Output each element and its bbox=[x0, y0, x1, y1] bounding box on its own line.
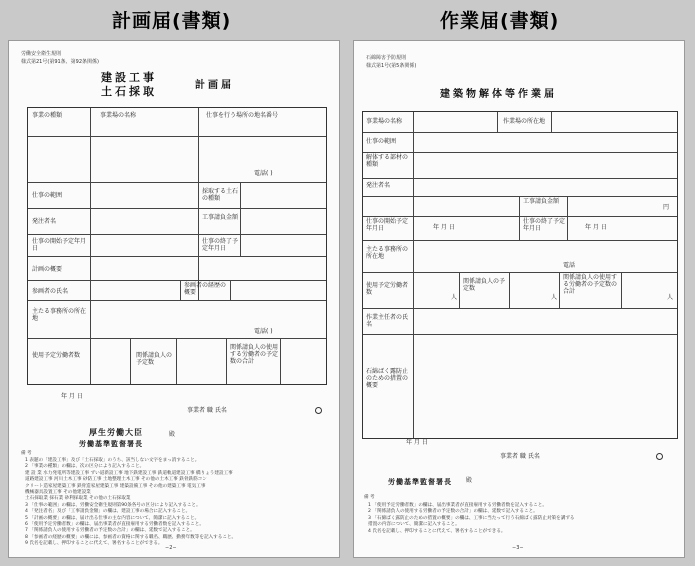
note-line: 6 「使用予定労働者数」の欄は、届出事業者が直接雇用する労働者数を記入すること。 bbox=[25, 522, 204, 528]
cell-main-office-phone: 電話( ) bbox=[254, 328, 273, 335]
cell-collected-soil: 採取する土石の種類 bbox=[202, 188, 239, 202]
cell-end-date: 仕事の終了予定年月日 bbox=[523, 218, 566, 232]
note-line: 1 表題の「建設工事」及び「土石採取」のうち、該当しない文字をまっ消すること。 bbox=[25, 458, 200, 463]
plan-form-heading: 計画届(書類) bbox=[112, 10, 232, 32]
work-form-notes-head: 備 考 bbox=[364, 495, 375, 500]
note-line: 7 「関係請負人の使用する労働者の予定数の合計」の欄は、延数で記入すること。 bbox=[25, 528, 195, 534]
work-form-date-line: 年 月 日 bbox=[406, 439, 428, 446]
plan-form-addressee-suffix: 殿 bbox=[169, 431, 176, 438]
cell-participant: 参画者の氏名 bbox=[32, 288, 69, 295]
cell-phone: 電話( ) bbox=[254, 170, 273, 177]
cell-client-name: 発注者名 bbox=[366, 182, 391, 189]
work-form-addressee: 労働基準監督署長 bbox=[388, 478, 452, 486]
note-line: 道路建設工事 河川土木工事 砂防工事 土地整理土木工事 その他の土木工事 鉄骨鉄筋コン bbox=[25, 477, 207, 483]
cell-end-date-blank: 年 月 日 bbox=[585, 224, 607, 231]
cell-site-name: 事業場の名称 bbox=[100, 112, 137, 119]
work-form-title: 建築物解体等作業届 bbox=[440, 89, 557, 100]
cell-subcontract-workers: 関係請負人の使用する労働者の予定数の合計 bbox=[230, 344, 279, 365]
plan-form-title-line1: 建設工事 bbox=[101, 71, 157, 84]
cell-phone: 電話 bbox=[563, 262, 576, 269]
work-form-signer: 事業者 職 氏名 bbox=[500, 453, 540, 460]
note-line: 9 氏名を記載し、押印することに代えて、署名することができる。 bbox=[25, 541, 163, 547]
plan-form-title-line2: 土石採取 bbox=[101, 85, 157, 98]
note-line: 4 氏名を記載し、押印することに代えて、署名することができる。 bbox=[368, 528, 506, 534]
note-line: 機械器具設置工事 その他建設業 bbox=[25, 490, 91, 496]
cell-site-name: 事業場の名称 bbox=[366, 118, 403, 125]
note-line: 4 「発注者名」及び「工事請負金額」の欄は、建設工事の場合に記入すること。 bbox=[25, 509, 191, 515]
plan-form-law: 労働安全衛生規則 bbox=[21, 51, 62, 57]
work-form-table bbox=[362, 111, 678, 439]
cell-start-date: 仕事の開始予定年月日 bbox=[32, 238, 87, 252]
plan-form-notes bbox=[25, 458, 236, 548]
cell-work-location: 仕事を行う場所の地名番号 bbox=[206, 112, 279, 119]
cell-asbestos-measures: 石綿ばく露防止のための措置の概要 bbox=[366, 368, 409, 389]
cell-business-type: 事業の種類 bbox=[32, 112, 63, 119]
cell-contract-amount: 工事請負金額 bbox=[202, 214, 239, 221]
cell-yen: 円 bbox=[663, 204, 670, 211]
work-form-heading: 作業届(書類) bbox=[440, 10, 560, 32]
cell-main-office: 主たる事務所の所在地 bbox=[32, 308, 87, 322]
cell-start-date-blank: 年 月 日 bbox=[433, 224, 455, 231]
work-form-addressee-suffix: 殿 bbox=[466, 477, 473, 484]
work-form-sheet bbox=[353, 40, 685, 558]
note-line: 5 「計画の概要」の欄は、届け出る仕事の主な内容について、簡潔に記入すること。 bbox=[25, 515, 200, 521]
plan-form-addressee1: 厚生労働大臣 bbox=[89, 428, 143, 437]
plan-form-table bbox=[27, 107, 327, 385]
cell-subcontractors: 関係請負人の予定数 bbox=[136, 352, 173, 366]
note-line: 8 「参画者の経歴の概要」の欄には、参画者の資格に関する職名、職歴、勤務年数等を記入すること。 bbox=[25, 534, 237, 540]
seal-mark-icon bbox=[315, 407, 322, 414]
cell-main-office: 主たる事務所の所在地 bbox=[366, 246, 409, 260]
note-line: 措置の内容について、簡潔に記入すること。 bbox=[368, 522, 460, 528]
cell-participant-career: 参画者の経歴の概要 bbox=[184, 282, 227, 296]
plan-form-page-number: −2− bbox=[165, 545, 177, 551]
cell-supervisor: 作業主任者の氏名 bbox=[366, 314, 409, 328]
cell-subcontractors-unit: 人 bbox=[551, 294, 558, 301]
note-line: 3 「石綿ばく露防止のための措置の概要」の欄は、工事に当たって行う石綿ばく露防止対策を講ずる bbox=[368, 515, 575, 521]
cell-work-scope: 仕事の範囲 bbox=[32, 192, 63, 199]
note-line: 2 「事業の種類」の欄は、次の区分により記入すること。 bbox=[25, 464, 145, 470]
cell-subcontract-workers-unit: 人 bbox=[667, 294, 674, 301]
cell-workers-unit: 人 bbox=[451, 294, 458, 301]
note-line: 1 「使用予定労働者数」の欄は、届出事業者が直接雇用する労働者数を記入すること。 bbox=[368, 503, 547, 508]
cell-start-date: 仕事の開始予定年月日 bbox=[366, 218, 409, 232]
cell-contract-amount: 工事請負金額 bbox=[523, 198, 560, 205]
cell-end-date: 仕事の終了予定年月日 bbox=[202, 238, 239, 252]
cell-client-name: 発注者名 bbox=[32, 218, 57, 225]
note-line: 3 「仕事の範囲」の欄は、労働安全衛生規則第90条各号の区分により記入すること。 bbox=[25, 502, 201, 508]
plan-form-number: 様式第21号(第91条、第92条関係) bbox=[21, 59, 99, 65]
seal-mark-icon bbox=[656, 453, 663, 460]
note-line: 建 設 業 水力発電所等建設工事 ずい道新設工事 地下鉄建設工事 鉄道軌道建設工事 橋りょう建設工事 bbox=[25, 470, 233, 476]
plan-form-title-suffix: 計画届 bbox=[195, 80, 234, 91]
note-line: 土石採取業 採石業 砂利採取業 その他の土石採取業 bbox=[25, 496, 131, 502]
work-form-page-number: −3− bbox=[512, 545, 524, 551]
cell-work-scope: 仕事の範囲 bbox=[366, 138, 397, 145]
cell-site-location: 作業場の所在地 bbox=[503, 118, 546, 125]
cell-plan-summary: 計画の概要 bbox=[32, 266, 63, 273]
plan-form-signer: 事業者 職 氏名 bbox=[187, 407, 227, 414]
work-form-number: 様式第1号(第5条関係) bbox=[366, 63, 417, 69]
plan-form-sheet bbox=[8, 40, 340, 558]
work-form-notes bbox=[368, 503, 575, 535]
plan-form-notes-head: 備 考 bbox=[21, 451, 32, 456]
cell-workers: 使用予定労働者数 bbox=[366, 282, 409, 296]
cell-subcontractors: 関係請負人の予定数 bbox=[463, 278, 506, 292]
cell-subcontract-workers: 関係請負人の使用する労働者の予定数の合計 bbox=[563, 274, 618, 295]
cell-workers: 使用予定労働者数 bbox=[32, 352, 81, 359]
cell-demolition-parts: 解体する部材の種類 bbox=[366, 154, 409, 168]
note-line: クリート造家屋建築工事 鉄骨造家屋建築工事 建築設備工事 その他の建築工事 電気工事 bbox=[25, 483, 206, 489]
plan-form-date-line: 年 月 日 bbox=[61, 393, 83, 400]
plan-form-addressee2: 労働基準監督署長 bbox=[79, 440, 143, 448]
note-line: 2 「関係請負人の使用する労働者の予定数の合計」の欄は、延数で記入すること。 bbox=[368, 509, 538, 515]
work-form-law: 石綿障害予防規則 bbox=[366, 55, 407, 61]
